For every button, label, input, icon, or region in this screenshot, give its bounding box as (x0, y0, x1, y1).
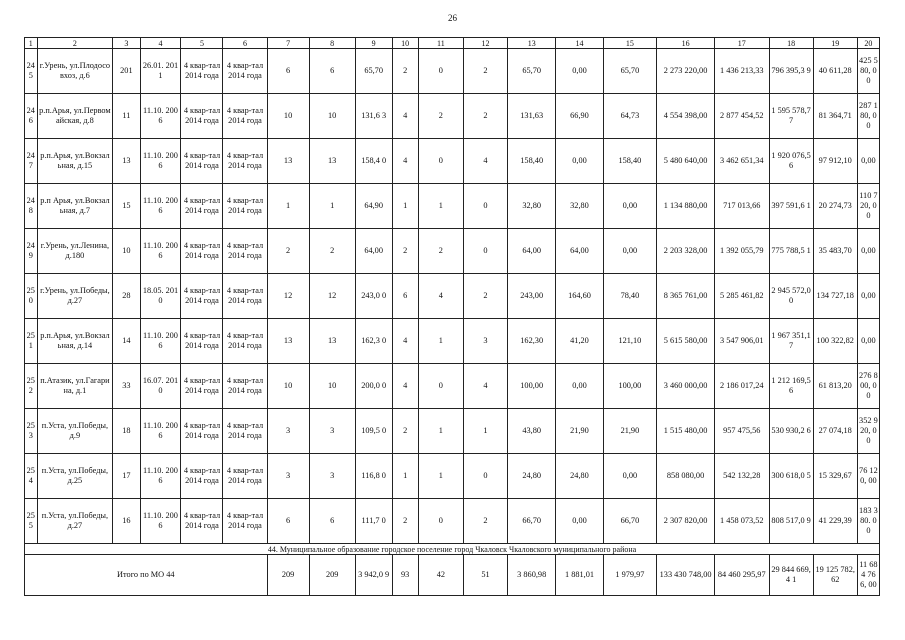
table-cell: 11.10. 2006 (140, 229, 181, 274)
column-number: 6 (223, 38, 267, 49)
total-cell: 209 (267, 555, 309, 596)
table-cell: 0 (463, 184, 507, 229)
table-cell: п.Атазик, ул.Гагарина, д.1 (37, 364, 113, 409)
table-cell: 24 5 (25, 49, 38, 94)
table-cell: 13 (309, 139, 355, 184)
table-cell: 3 (309, 454, 355, 499)
table-cell: 1 (309, 184, 355, 229)
table-cell: 11.10. 2006 (140, 94, 181, 139)
table-cell: 2 (463, 499, 507, 544)
table-cell: 0,00 (603, 454, 657, 499)
table-cell: 2 (418, 229, 463, 274)
table-cell: 116,8 0 (355, 454, 392, 499)
table-cell: 66,90 (556, 94, 603, 139)
total-cell: 3 860,98 (508, 555, 556, 596)
table-cell: 0 (418, 364, 463, 409)
table-cell: 1 392 055,79 (714, 229, 769, 274)
total-row (25, 555, 880, 596)
column-number: 2 (37, 38, 113, 49)
table-cell: 1 436 213,33 (714, 49, 769, 94)
table-cell: 3 547 906,01 (714, 319, 769, 364)
table-cell: 1 595 578,7 7 (769, 94, 813, 139)
table-cell: 2 (463, 274, 507, 319)
table-cell: 10 (309, 94, 355, 139)
table-cell: 0,00 (857, 274, 879, 319)
table-cell: 11.10. 2006 (140, 139, 181, 184)
table-cell: 3 460 000,00 (657, 364, 715, 409)
table-cell: 243,0 0 (355, 274, 392, 319)
table-row (25, 94, 880, 139)
table-cell: 18.05. 2010 (140, 274, 181, 319)
table-cell: 1 458 073,52 (714, 499, 769, 544)
table-row (25, 49, 880, 94)
table-cell: 14 (113, 319, 140, 364)
table-cell: 134 727,18 (813, 274, 857, 319)
housing-table (24, 37, 880, 596)
table-cell: 131,63 (508, 94, 556, 139)
table-cell: 24 7 (25, 139, 38, 184)
table-cell: 61 813,20 (813, 364, 857, 409)
table-cell: 5 480 640,00 (657, 139, 715, 184)
table-cell: 4 (463, 364, 507, 409)
table-cell: 15 (113, 184, 140, 229)
table-cell: 0,00 (857, 319, 879, 364)
table-cell: 13 (113, 139, 140, 184)
table-cell: 1 515 480,00 (657, 409, 715, 454)
group-heading-row (25, 544, 880, 555)
table-cell: 276 800, 00 (857, 364, 879, 409)
table-cell: 4 (463, 139, 507, 184)
table-cell: 41,20 (556, 319, 603, 364)
table-cell: 0 (463, 229, 507, 274)
table-cell: 425 580, 00 (857, 49, 879, 94)
column-number: 10 (392, 38, 418, 49)
table-cell: 0,00 (857, 139, 879, 184)
table-cell: 21,90 (556, 409, 603, 454)
table-row (25, 409, 880, 454)
table-cell: 0 (418, 139, 463, 184)
table-cell: 397 591,6 1 (769, 184, 813, 229)
table-cell: 858 080,00 (657, 454, 715, 499)
table-cell: 6 (392, 274, 418, 319)
table-cell: 4 квар-тал 2014 года (223, 454, 267, 499)
total-cell: 11 684 766, 00 (857, 555, 879, 596)
table-row (25, 184, 880, 229)
column-number: 8 (309, 38, 355, 49)
table-cell: 5 615 580,00 (657, 319, 715, 364)
table-cell: 100,00 (603, 364, 657, 409)
table-cell: р.п.Арья, ул.Вокзальная, д.14 (37, 319, 113, 364)
total-cell: 1 979,97 (603, 555, 657, 596)
table-cell: 2 (392, 229, 418, 274)
table-cell: 24 8 (25, 184, 38, 229)
table-cell: 100 322,82 (813, 319, 857, 364)
table-cell: 352 920, 00 (857, 409, 879, 454)
table-cell: 4 квар-тал 2014 года (223, 499, 267, 544)
table-cell: 3 (267, 409, 309, 454)
table-cell: 25 0 (25, 274, 38, 319)
total-cell: 3 942,0 9 (355, 555, 392, 596)
table-cell: 0 (418, 49, 463, 94)
table-cell: 6 (309, 49, 355, 94)
table-cell: 111,7 0 (355, 499, 392, 544)
table-row (25, 319, 880, 364)
table-cell: г.Урень, ул.Ленина, д.180 (37, 229, 113, 274)
table-cell: 32,80 (508, 184, 556, 229)
table-cell: 243,00 (508, 274, 556, 319)
table-cell: 1 920 076,5 6 (769, 139, 813, 184)
table-cell: 4 квар-тал 2014 года (223, 94, 267, 139)
table-cell: 4 (392, 319, 418, 364)
table-cell: 66,70 (508, 499, 556, 544)
table-cell: 10 (267, 94, 309, 139)
table-cell: 2 945 572,0 0 (769, 274, 813, 319)
table-cell: 66,70 (603, 499, 657, 544)
table-cell: 1 967 351,1 7 (769, 319, 813, 364)
table-cell: 4 квар-тал 2014 года (181, 229, 223, 274)
table-cell: 200,0 0 (355, 364, 392, 409)
table-cell: 201 (113, 49, 140, 94)
table-cell: 4 квар-тал 2014 года (223, 184, 267, 229)
table-cell: 717 013,66 (714, 184, 769, 229)
table-cell: 25 2 (25, 364, 38, 409)
table-cell: 2 (309, 229, 355, 274)
table-cell: 2 (463, 94, 507, 139)
table-cell: 4 квар-тал 2014 года (223, 409, 267, 454)
table-cell: 183 380. 00 (857, 499, 879, 544)
table-cell: 24 9 (25, 229, 38, 274)
table-cell: 2 (392, 409, 418, 454)
table-cell: 24,80 (556, 454, 603, 499)
column-number: 20 (857, 38, 879, 49)
total-cell: 29 844 669,4 1 (769, 555, 813, 596)
page-number: 26 (448, 13, 457, 23)
table-cell: 1 (267, 184, 309, 229)
table-cell: 65,70 (603, 49, 657, 94)
table-cell: 1 212 169,5 6 (769, 364, 813, 409)
table-cell: 1 (418, 184, 463, 229)
table-cell: 4 (418, 274, 463, 319)
column-number: 4 (140, 38, 181, 49)
table-cell: 25 5 (25, 499, 38, 544)
table-cell: 64,90 (355, 184, 392, 229)
table-cell: 5 285 461,82 (714, 274, 769, 319)
table-cell: 2 (392, 499, 418, 544)
table-cell: 21,90 (603, 409, 657, 454)
table-cell: 4 (392, 94, 418, 139)
table-cell: 6 (309, 499, 355, 544)
table-cell: 164,60 (556, 274, 603, 319)
table-cell: 0,00 (556, 139, 603, 184)
column-number: 15 (603, 38, 657, 49)
table-cell: 27 074,18 (813, 409, 857, 454)
table-cell: 4 (392, 139, 418, 184)
table-cell: 33 (113, 364, 140, 409)
column-number: 5 (181, 38, 223, 49)
total-cell: 1 881,01 (556, 555, 603, 596)
table-cell: г.Урень, ул.Победы, д.27 (37, 274, 113, 319)
table-cell: 8 365 761,00 (657, 274, 715, 319)
table-cell: 40 611,28 (813, 49, 857, 94)
column-number: 16 (657, 38, 715, 49)
column-number: 13 (508, 38, 556, 49)
table-cell: р.п Арья, ул.Вокзальная, д.7 (37, 184, 113, 229)
table-cell: 0,00 (603, 229, 657, 274)
table-cell: 15 329,67 (813, 454, 857, 499)
table-cell: 162,30 (508, 319, 556, 364)
table-cell: 64,00 (355, 229, 392, 274)
table-cell: 10 (113, 229, 140, 274)
table-row (25, 229, 880, 274)
table-cell: 110 720, 00 (857, 184, 879, 229)
table-cell: 0 (418, 499, 463, 544)
table-cell: 2 (418, 94, 463, 139)
table-cell: 28 (113, 274, 140, 319)
table-cell: 131,6 3 (355, 94, 392, 139)
table-cell: 76 120, 00 (857, 454, 879, 499)
table-cell: 4 квар-тал 2014 года (181, 364, 223, 409)
total-cell: 209 (309, 555, 355, 596)
table-cell: 24 6 (25, 94, 38, 139)
table-cell: п.Уста, ул.Победы, д.27 (37, 499, 113, 544)
table-cell: 11.10. 2006 (140, 184, 181, 229)
table-cell: 17 (113, 454, 140, 499)
table-cell: 0,00 (603, 184, 657, 229)
total-label: Итого по МО 44 (25, 555, 268, 596)
table-cell: 775 788,5 1 (769, 229, 813, 274)
total-cell: 19 125 782,62 (813, 555, 857, 596)
table-cell: 4 квар-тал 2014 года (223, 139, 267, 184)
table-cell: 81 364,71 (813, 94, 857, 139)
table-cell: 78,40 (603, 274, 657, 319)
table-cell: р.п.Арья, ул.Первомайская, д.8 (37, 94, 113, 139)
table-cell: 16.07. 2010 (140, 364, 181, 409)
total-cell: 51 (463, 555, 507, 596)
table-cell: 25 3 (25, 409, 38, 454)
table-cell: 1 (463, 409, 507, 454)
table-cell: 1 (392, 454, 418, 499)
table-cell: п.Уста, ул.Победы, д.25 (37, 454, 113, 499)
column-number: 19 (813, 38, 857, 49)
table-cell: 542 132,28 (714, 454, 769, 499)
table-cell: 35 483,70 (813, 229, 857, 274)
column-number: 1 (25, 38, 38, 49)
column-number: 18 (769, 38, 813, 49)
total-cell: 84 460 295,97 (714, 555, 769, 596)
table-cell: 25 4 (25, 454, 38, 499)
table-cell: 12 (267, 274, 309, 319)
table-cell: 100,00 (508, 364, 556, 409)
table-cell: 4 квар-тал 2014 года (181, 274, 223, 319)
table-cell: 64,00 (508, 229, 556, 274)
column-number: 12 (463, 38, 507, 49)
table-cell: 10 (309, 364, 355, 409)
table-cell: 1 (418, 319, 463, 364)
table-cell: 808 517,0 9 (769, 499, 813, 544)
table-cell: 4 квар-тал 2014 года (223, 229, 267, 274)
table-cell: 1 (392, 184, 418, 229)
table-cell: 1 (418, 454, 463, 499)
total-cell: 133 430 748,00 (657, 555, 715, 596)
table-cell: 41 229,39 (813, 499, 857, 544)
table-cell: 2 (267, 229, 309, 274)
group-heading: 44. Муниципальное образование городское поселение город Чкаловск Чкаловского муниципального района (25, 544, 880, 555)
table-row (25, 364, 880, 409)
table-cell: 25 1 (25, 319, 38, 364)
table-cell: 2 877 454,52 (714, 94, 769, 139)
table-cell: 2 307 820,00 (657, 499, 715, 544)
table-cell: 4 квар-тал 2014 года (181, 319, 223, 364)
table-cell: 2 273 220,00 (657, 49, 715, 94)
table-cell: 64,73 (603, 94, 657, 139)
column-number: 9 (355, 38, 392, 49)
column-number: 7 (267, 38, 309, 49)
table-cell: 4 (392, 364, 418, 409)
table-cell: 4 квар-тал 2014 года (223, 274, 267, 319)
table-cell: 12 (309, 274, 355, 319)
column-number: 14 (556, 38, 603, 49)
table-cell: 2 (392, 49, 418, 94)
table-row (25, 139, 880, 184)
table-cell: 4 квар-тал 2014 года (181, 94, 223, 139)
table-row (25, 499, 880, 544)
table-cell: 11.10. 2006 (140, 499, 181, 544)
table-cell: р.п.Арья, ул.Вокзальная, д.15 (37, 139, 113, 184)
table-cell: 13 (267, 139, 309, 184)
table-cell: 2 203 328,00 (657, 229, 715, 274)
table-cell: 1 134 880,00 (657, 184, 715, 229)
table-cell: 32,80 (556, 184, 603, 229)
table-cell: 2 186 017,24 (714, 364, 769, 409)
table-cell: 65,70 (355, 49, 392, 94)
table-cell: 4 квар-тал 2014 года (181, 139, 223, 184)
table-cell: 0,00 (556, 499, 603, 544)
table-cell: 0,00 (857, 229, 879, 274)
table-cell: 4 квар-тал 2014 года (223, 364, 267, 409)
table-cell: 1 (418, 409, 463, 454)
table-cell: 24,80 (508, 454, 556, 499)
column-number: 17 (714, 38, 769, 49)
column-number-row (25, 38, 880, 49)
table-cell: 13 (267, 319, 309, 364)
total-cell: 42 (418, 555, 463, 596)
column-number: 11 (418, 38, 463, 49)
table-cell: 4 квар-тал 2014 года (181, 184, 223, 229)
table-cell: 4 554 398,00 (657, 94, 715, 139)
table-cell: 43,80 (508, 409, 556, 454)
table-cell: 3 462 651,34 (714, 139, 769, 184)
table-cell: 158,40 (603, 139, 657, 184)
table-cell: п.Уста, ул.Победы, д.9 (37, 409, 113, 454)
table-cell: 97 912,10 (813, 139, 857, 184)
table-cell: 796 395,3 9 (769, 49, 813, 94)
table-cell: 11.10. 2006 (140, 319, 181, 364)
table-cell: 0,00 (556, 49, 603, 94)
table-cell: 957 475,56 (714, 409, 769, 454)
table-cell: 11 (113, 94, 140, 139)
table-cell: 3 (463, 319, 507, 364)
table-cell: 13 (309, 319, 355, 364)
table-cell: 4 квар-тал 2014 года (181, 409, 223, 454)
table-cell: 287 180, 00 (857, 94, 879, 139)
table-cell: 4 квар-тал 2014 года (181, 499, 223, 544)
table-cell: 10 (267, 364, 309, 409)
table-cell: 2 (463, 49, 507, 94)
table-cell: 18 (113, 409, 140, 454)
table-cell: 3 (309, 409, 355, 454)
table-cell: 16 (113, 499, 140, 544)
table-cell: 158,40 (508, 139, 556, 184)
table-cell: 0,00 (556, 364, 603, 409)
table-cell: 11.10. 2006 (140, 409, 181, 454)
table-cell: 530 930,2 6 (769, 409, 813, 454)
table-cell: 3 (267, 454, 309, 499)
table-cell: 162,3 0 (355, 319, 392, 364)
table-cell: 121,10 (603, 319, 657, 364)
table-cell: 65,70 (508, 49, 556, 94)
table-cell: 11.10. 2006 (140, 454, 181, 499)
column-number: 3 (113, 38, 140, 49)
table-cell: 4 квар-тал 2014 года (181, 454, 223, 499)
table-cell: 158,4 0 (355, 139, 392, 184)
table-cell: 6 (267, 499, 309, 544)
table-row (25, 274, 880, 319)
table-cell: 4 квар-тал 2014 года (223, 319, 267, 364)
total-cell: 93 (392, 555, 418, 596)
table-cell: г.Урень, ул.Плодосовхоз, д.6 (37, 49, 113, 94)
table-cell: 20 274,73 (813, 184, 857, 229)
table-cell: 0 (463, 454, 507, 499)
table-cell: 64,00 (556, 229, 603, 274)
table-cell: 4 квар-тал 2014 года (181, 49, 223, 94)
table-cell: 300 618,0 5 (769, 454, 813, 499)
table-cell: 109,5 0 (355, 409, 392, 454)
table-cell: 6 (267, 49, 309, 94)
table-row (25, 454, 880, 499)
table-cell: 4 квар-тал 2014 года (223, 49, 267, 94)
table-cell: 26.01. 2011 (140, 49, 181, 94)
